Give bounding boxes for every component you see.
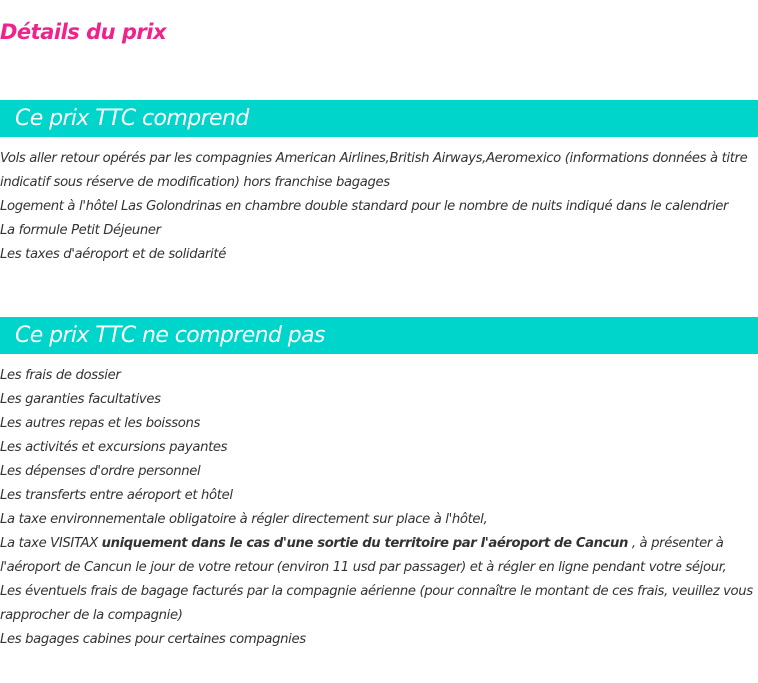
list-item: Les dépenses d'ordre personnel (0, 464, 201, 479)
list-item-visitax (0, 532, 758, 580)
list-item: Logement à l'hôtel Las Golondrinas en chambre double standard pour le nombre de nuits indiqué dans le calendrier (0, 199, 729, 214)
section-header-excludes (0, 317, 758, 354)
includes-list (0, 147, 758, 267)
section-heading-includes: Ce prix TTC comprend (15, 106, 249, 131)
section-header-includes (0, 100, 758, 137)
list-item: Vols aller retour opérés par les compagnies American Airlines,British Airways,Aeromexico (informations données à titre indicatif sous réserve de modification) hors franchise bagages (0, 151, 748, 190)
page-title: Détails du prix (0, 20, 167, 44)
list-item: Les autres repas et les boissons (0, 416, 201, 431)
list-item: La taxe environnementale obligatoire à régler directement sur place à l'hôtel, (0, 512, 488, 527)
list-item: Les transferts entre aéroport et hôtel (0, 488, 233, 503)
excludes-list (0, 364, 758, 652)
list-item: Les frais de dossier (0, 368, 121, 383)
list-item: Les garanties facultatives (0, 392, 161, 407)
list-item: Les éventuels frais de bagage facturés par la compagnie aérienne (pour connaître le montant de ces frais, veuillez vous rapprocher de la compagnie) (0, 584, 753, 623)
list-item: La formule Petit Déjeuner (0, 223, 161, 238)
visitax-condition: uniquement dans le cas d'une sortie du territoire par l'aéroport de Cancun (101, 536, 628, 551)
list-item: Les bagages cabines pour certaines compagnies (0, 632, 306, 647)
list-item: Les activités et excursions payantes (0, 440, 228, 455)
section-heading-excludes: Ce prix TTC ne comprend pas (15, 323, 325, 348)
list-item: Les taxes d'aéroport et de solidarité (0, 247, 226, 262)
visitax-prefix: La taxe VISITAX (0, 536, 102, 551)
visitax-suffix: , à présenter à l'aéroport de Cancun le jour de votre retour (environ 11 usd par passager) et à régler en ligne pendant votre séjour, (0, 536, 727, 575)
